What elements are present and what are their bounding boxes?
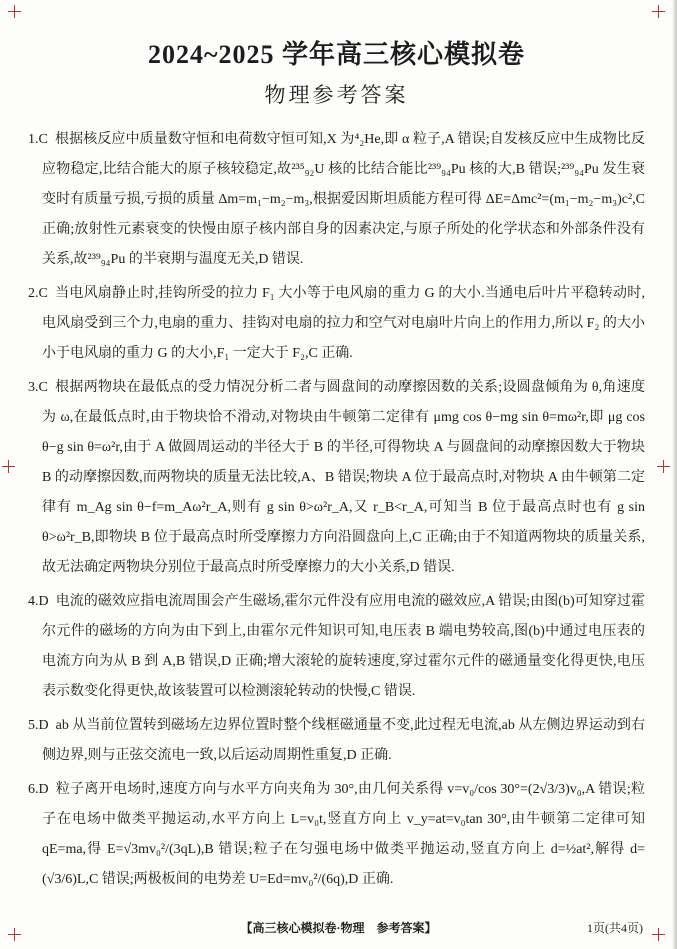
registration-mark-top-right [652, 5, 665, 18]
answer-item-4 [28, 587, 645, 707]
answer-text-3: 根据两物块在最低点的受力情况分析二者与圆盘间的动摩擦因数的关系;设圆盘倾角为 θ,角速度为 ω,在最低点时,由于物块恰不滑动,对物块由牛顿第二定律有 μmg cos θ−mg sin θ=mω²r,即 μg cos θ−g sin θ=ω²r,由于 A 做圆周运动的半径大于 B 的半径,可得物块 A 与圆盘间的动摩擦因数大于物块 B 的动摩擦因数,而两物块的质量无法比较,A、B 错误;物块 A 位于最高点时,对物块 A 由牛顿第二定律有 m_Ag sin θ−f=m_Aω²r_A,则有 g sin θ>ω²r_A,又 r_B<r_A,可知当 B 位于最高点时也有 g sin θ>ω²r_B,即物块 B 位于最高点时所受摩擦力方向沿圆盘向上,C 正确;由于不知道两物块的质量关系,故无法确定两物块分别位于最高点时所受摩擦力的大小关系,D 错误. [42, 380, 645, 575]
answer-item-5 [28, 711, 645, 771]
answer-text-6: 粒子离开电场时,速度方向与水平方向夹角为 30°,由几何关系得 v=v₀/cos 30°=(2√3/3)v₀,A 错误;粒子在电场中做类平抛运动,水平方向上 L=v₀t,竖直方向上 v_y=at=v₀tan 30°,由牛顿第二定律可知 qE=ma,得 E=√3mv₀²/(3qL),B 错误;粒子在匀强电场中做类平抛运动,竖直方向上 d=½at²,解得 d=(√3/6)L,C 错误;两极板间的电势差 U=Ed=mv₀²/(6q),D 正确. [42, 782, 645, 887]
answer-text-5: ab 从当前位置转到磁场左边界位置时整个线框磁通量不变,此过程无电流,ab 从左侧边界运动到右侧边界,则与正弦交流电一致,以后运动周期性重复,D 正确. [42, 718, 645, 763]
registration-mark-middle-left [2, 460, 15, 473]
answer-number-5: 5.D [28, 718, 49, 733]
answer-item-2 [28, 279, 645, 369]
answer-number-3: 3.C [28, 380, 48, 395]
page-number: 1页(共4页) [587, 921, 643, 935]
answer-number-2: 2.C [28, 286, 48, 301]
scan-edge-shadow [672, 0, 677, 949]
answer-number-6: 6.D [28, 782, 49, 797]
answer-item-1 [28, 125, 645, 275]
answer-item-3 [28, 373, 645, 583]
page-footer [0, 919, 677, 937]
answer-item-6 [28, 775, 645, 895]
registration-mark-top-left [8, 5, 21, 18]
page-subtitle: 物理参考答案 [264, 83, 409, 107]
registration-mark-middle-right [657, 460, 670, 473]
answer-text-4: 电流的磁效应指电流周围会产生磁场,霍尔元件没有应用电流的磁效应,A 错误;由图(b)可知穿过霍尔元件的磁场的方向为由下到上,由霍尔元件知识可知,电压表 B 端电势较高,图(b)中通过电压表的电流方向为从 B 到 A,B 错误,D 正确;增大滚轮的旋转速度,穿过霍尔元件的磁通量变化得更快,电压表示数变化得更快,故该装置可以检测滚轮转动的快慢,C 错误. [42, 594, 645, 699]
answer-number-4: 4.D [28, 594, 49, 609]
page-title: 2024~2025 学年高三核心模拟卷 [147, 40, 526, 69]
answers-list [28, 125, 645, 895]
footer-label: 【高三核心模拟卷·物理 参考答案】 [240, 921, 437, 935]
answer-text-1: 根据核反应中质量数守恒和电荷数守恒可知,X 为⁴₂He,即 α 粒子,A 错误;自发核反应中生成物比反应物稳定,比结合能大的原子核较稳定,故²³⁵₉₂U 核的比结合能比²³⁹₉₄Pu 核的大,B 错误;²³⁹₉₄Pu 发生衰变时有质量亏损,亏损的质量 Δm=m₁−m₂−m₃,根据爱因斯坦质能方程可得 ΔE=Δmc²=(m₁−m₂−m₃)c²,C 正确;放射性元素衰变的快慢由原子核内部自身的因素决定,与原子所处的化学状态和外部条件没有关系,故²³⁹₉₄Pu 的半衰期与温度无关,D 错误. [42, 132, 645, 267]
answer-number-1: 1.C [28, 132, 48, 147]
answer-text-2: 当电风扇静止时,挂钩所受的拉力 F₁ 大小等于电风扇的重力 G 的大小.当通电后叶片平稳转动时,电风扇受到三个力,电扇的重力、挂钩对电扇的拉力和空气对电扇叶片向上的作用力,所以 F₂ 的大小小于电风扇的重力 G 的大小,F₁ 一定大于 F₂,C 正确. [42, 286, 645, 361]
